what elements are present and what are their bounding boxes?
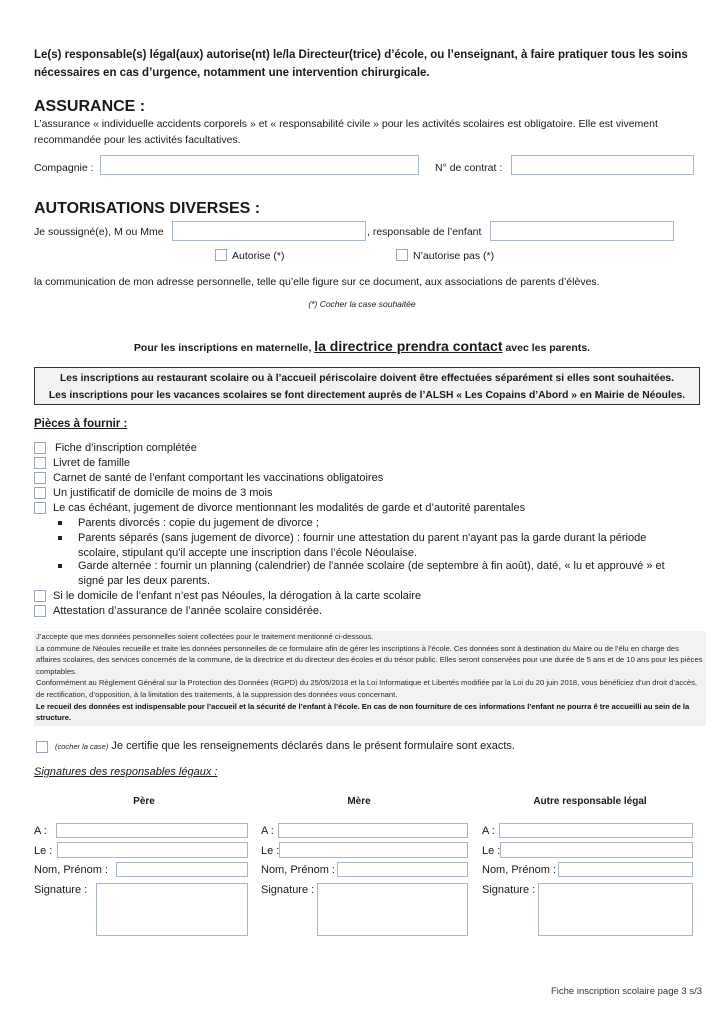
maternelle-emphasis: la directrice prendra contact <box>314 338 503 354</box>
pere-le-label: Le : <box>34 845 53 857</box>
piece-checkbox[interactable] <box>34 457 46 469</box>
autre-header: Autre responsable légal <box>533 796 647 807</box>
mere-nom-label: Nom, Prénom : <box>261 864 335 876</box>
compagnie-label: Compagnie : <box>34 162 94 174</box>
maternelle-prefix: Pour les inscriptions en maternelle, <box>133 342 312 354</box>
rgpd-box <box>34 631 706 726</box>
responsable-label: , responsable de l’enfant <box>367 226 482 238</box>
bullet-icon <box>58 536 62 540</box>
piece-checkbox[interactable] <box>34 487 46 499</box>
mere-a-input[interactable] <box>278 823 468 838</box>
mere-signature-label: Signature : <box>261 884 315 896</box>
autre-signature-box[interactable] <box>538 883 693 936</box>
contrat-input[interactable] <box>511 155 694 175</box>
maternelle-suffix: avec les parents. <box>505 342 591 354</box>
piece-checkbox[interactable] <box>34 590 46 602</box>
piece-label: Livret de famille <box>53 457 131 469</box>
nautorise-checkbox[interactable] <box>396 249 408 261</box>
autorisations-title: AUTORISATIONS DIVERSES : <box>34 200 261 217</box>
piece-checkbox[interactable] <box>34 605 46 617</box>
bullet-icon <box>58 564 62 568</box>
soussigne-input[interactable] <box>172 221 366 241</box>
certify-text: Je certifie que les renseignements déclarés dans le présent formulaire sont exacts. <box>111 740 515 752</box>
autre-le-input[interactable] <box>500 842 693 858</box>
certify-line <box>55 740 515 752</box>
pere-nom-label: Nom, Prénom : <box>34 864 108 876</box>
sub-item-text: Garde alternée : fournir un planning (calendrier) de l'année scolaire (de septembre à fin août), daté, « lu et approuvé » et signé par les deux parents. <box>78 560 665 587</box>
pere-a-input[interactable] <box>56 823 248 838</box>
autorise-checkbox[interactable] <box>215 249 227 261</box>
signatures-title: Signatures des responsables légaux : <box>34 766 218 778</box>
autorise-label: Autorise (*) <box>232 250 285 262</box>
footnote-text: (*) Cocher la case souhaitée <box>308 299 416 309</box>
autre-a-label: A : <box>482 825 495 837</box>
sub-item-text: Parents divorcés : copie du jugement de divorce ; <box>78 517 319 529</box>
autre-nom-label: Nom, Prénom : <box>482 864 556 876</box>
maternelle-notice <box>0 338 724 354</box>
certify-checkbox[interactable] <box>36 741 48 753</box>
piece-checkbox[interactable] <box>34 502 46 514</box>
piece-checkbox[interactable] <box>34 442 46 454</box>
pieces-title: Pièces à fournir : <box>34 418 128 430</box>
rgpd-consent: J’accepte que mes données personnelles soient collectées pour le traitement mentionné ci-dessous. <box>36 632 374 641</box>
autre-a-input[interactable] <box>499 823 693 838</box>
pere-signature-box[interactable] <box>96 883 248 936</box>
bullet-icon <box>58 521 62 525</box>
rgpd-rights: Conformément au Règlement Général sur la Protection des Données (RGPD) du 25/05/2018 et la Loi Informatique et Libertés modifiée par la Loi du 20 juin 2018, vous bénéficiez d’un droit d’accès, de rectification, d’opposition, à la limitation des traitements, à la suppression des données vous concernant. <box>36 678 698 699</box>
sub-item <box>58 531 688 561</box>
piece-label: Un justificatif de domicile de moins de 3 mois <box>53 487 273 499</box>
sub-item <box>58 516 688 531</box>
nautorise-label: N’autorise pas (*) <box>413 250 495 262</box>
mere-header: Mère <box>347 796 371 807</box>
piece-label: Le cas échéant, jugement de divorce mentionnant les modalités de garde et d’autorité parentales <box>53 502 526 514</box>
pere-nom-input[interactable] <box>116 862 248 877</box>
contrat-label: N° de contrat : <box>435 162 503 174</box>
page-footer: Fiche inscription scolaire page 3 s/3 <box>550 986 702 997</box>
notice-line-2: Les inscriptions pour les vacances scolaires se font directement auprès de l’ALSH « Les Copains d’Abord » en Mairie de Néoules. <box>48 390 686 401</box>
autre-signature-label: Signature : <box>482 884 536 896</box>
piece-label: Attestation d’assurance de l’année scolaire considérée. <box>53 605 323 617</box>
autre-nom-input[interactable] <box>558 862 693 877</box>
assurance-title: ASSURANCE : <box>34 98 146 115</box>
piece-label: Si le domicile de l’enfant n’est pas Néoules, la dérogation à la carte scolaire <box>53 590 422 602</box>
compagnie-input[interactable] <box>100 155 419 175</box>
mere-le-label: Le : <box>261 845 280 857</box>
responsable-enfant-input[interactable] <box>490 221 674 241</box>
autre-le-label: Le : <box>482 845 501 857</box>
certify-hint: (cocher la case) <box>55 742 109 751</box>
pere-a-label: A : <box>34 825 47 837</box>
assurance-description: L’assurance « individuelle accidents corporels » et « responsabilité civile » pour les activités scolaires est obligatoire. Elle est vivement recommandée pour les activités facultatives. <box>34 118 658 146</box>
pere-header: Père <box>133 796 155 807</box>
piece-label: Carnet de santé de l’enfant comportant les vaccinations obligatoires <box>53 472 384 484</box>
registration-notice-box <box>34 367 700 405</box>
sub-item <box>58 559 688 589</box>
rgpd-mandatory: Le recueil des données est indispensable pour l’accueil et la sécurité de l’enfant à l’école. En cas de non fourniture de ces informations l’enfant ne pourra ê tre accueilli au sein de la structure. <box>36 701 690 723</box>
sub-item-text: Parents séparés (sans jugement de divorce) : fournir une attestation du parent n'ayant pas la garde durant la période scolaire, stipulant qu'il accepte une inscription dans l’école Néoulaise. <box>78 532 647 559</box>
piece-label: Fiche d’inscription complétée <box>55 442 197 454</box>
mere-a-label: A : <box>261 825 274 837</box>
piece-checkbox[interactable] <box>34 472 46 484</box>
communication-text: la communication de mon adresse personnelle, telle qu’elle figure sur ce document, aux associations de parents d’élèves. <box>34 276 600 288</box>
mere-signature-box[interactable] <box>317 883 468 936</box>
mere-le-input[interactable] <box>279 842 468 858</box>
pere-le-input[interactable] <box>57 842 248 858</box>
emergency-authorization-text: Le(s) responsable(s) légal(aux) autorise(nt) le/la Directeur(trice) d’école, ou l’enseignant, à faire pratiquer tous les soins nécessaires en cas d’urgence, notamment une intervention chirurgicale. <box>34 49 688 79</box>
soussigne-label: Je soussigné(e), M ou Mme <box>34 226 164 238</box>
mere-nom-input[interactable] <box>337 862 468 877</box>
notice-line-1: Les inscriptions au restaurant scolaire ou à l’accueil périscolaire doivent être effectuées séparément si elles sont souhaitées. <box>59 373 675 384</box>
pere-signature-label: Signature : <box>34 884 88 896</box>
rgpd-processing: La commune de Néoules recueille et traite les données personnelles de ce formulaire afin de gérer les inscriptions à l’école. Ces données sont à destination du Maire ou de l’élu en charge des affaires scolaires, des services concernés de la commune, de la directrice et du directeur des écoles et du trésor public. Elles seront conservées pour une durée de 5 ans et de 10 ans pour les pièces comptables. <box>36 643 703 676</box>
